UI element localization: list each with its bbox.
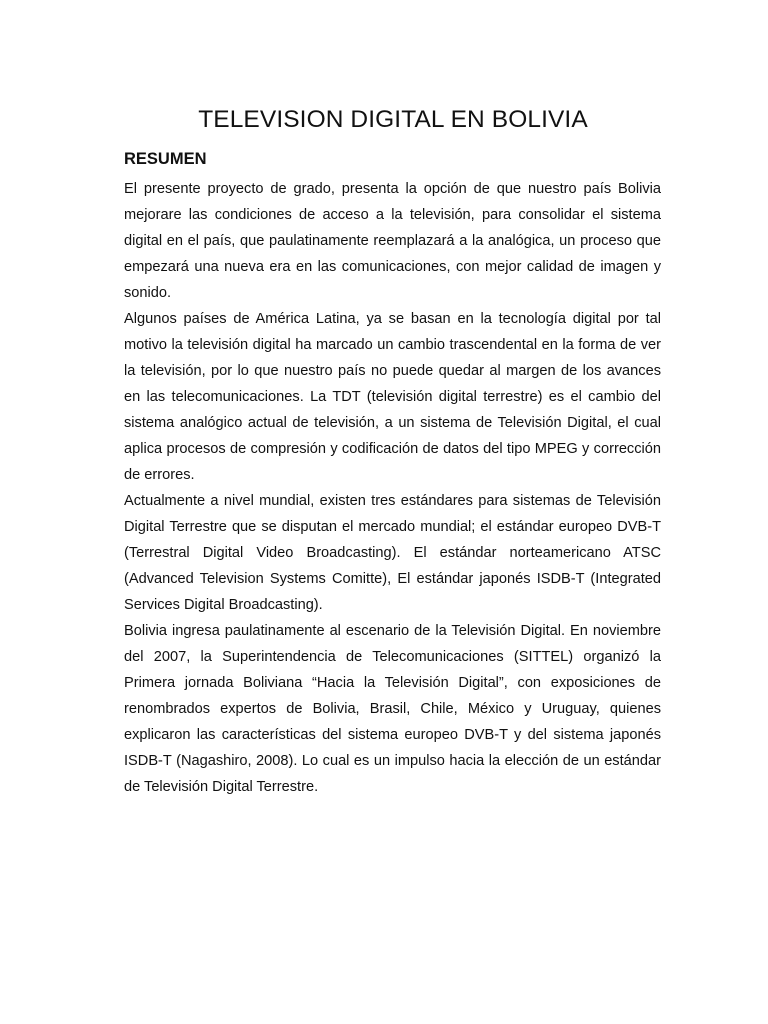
document-title: TELEVISION DIGITAL EN BOLIVIA xyxy=(198,106,588,133)
section-heading-resumen: RESUMEN xyxy=(124,150,207,168)
paragraph-2: Algunos países de América Latina, ya se basan en la tecnología digital por tal motivo la televisión digital ha marcado un cambio trascendental en la forma de ver la televisión, por lo que nuestro país no puede quedar al margen de los avances en las telecomunicaciones. La TDT (televisión digital terrestre) es el cambio del sistema analógico actual de televisión, a un sistema de Televisión Digital, el cual aplica procesos de compresión y codificación de datos del tipo MPEG y corrección de errores. xyxy=(124,311,661,483)
abstract-body xyxy=(124,176,661,800)
paragraph-3: Actualmente a nivel mundial, existen tres estándares para sistemas de Televisión Digital Terrestre que se disputan el mercado mundial; el estándar europeo DVB-T (Terrestral Digital Video Broadcasting). El estándar norteamericano ATSC (Advanced Television Systems Comitte), El estándar japonés ISDB-T (Integrated Services Digital Broadcasting). xyxy=(124,493,661,613)
paragraph-1: El presente proyecto de grado, presenta la opción de que nuestro país Bolivia mejorare las condiciones de acceso a la televisión, para consolidar el sistema digital en el país, que paulatinamente reemplazará a la analógica, un proceso que empezará una nueva era en las comunicaciones, con mejor calidad de imagen y sonido. xyxy=(124,181,661,301)
paragraph-4: Bolivia ingresa paulatinamente al escenario de la Televisión Digital. En noviembre del 2007, la Superintendencia de Telecomunicaciones (SITTEL) organizó la Primera jornada Boliviana “Hacia la Televisión Digital”, con exposiciones de renombrados expertos de Bolivia, Brasil, Chile, México y Uruguay, quienes explicaron las características del sistema europeo DVB-T y del sistema japonés ISDB-T (Nagashiro, 2008). Lo cual es un impulso hacia la elección de un estándar de Televisión Digital Terrestre. xyxy=(124,623,661,795)
